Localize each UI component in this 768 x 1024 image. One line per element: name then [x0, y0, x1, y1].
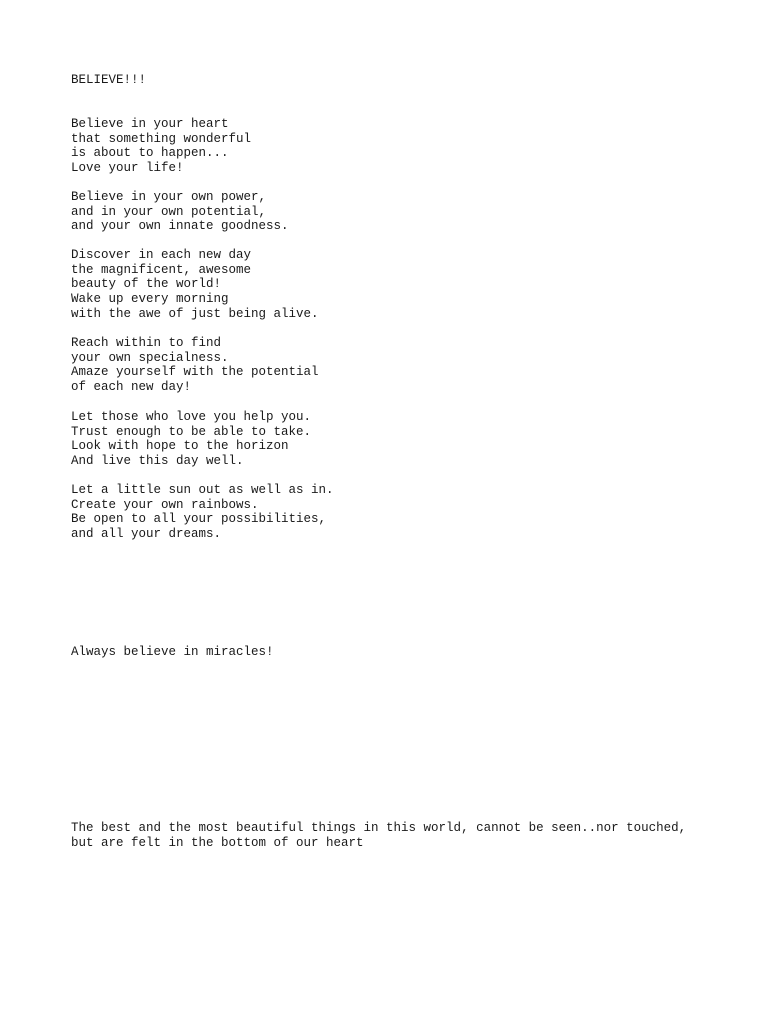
poem-line: the magnificent, awesome: [71, 262, 252, 277]
footer-line: The best and the most beautiful things in this world, cannot be seen..nor touched,: [71, 821, 687, 835]
poem-line: Reach within to find: [71, 336, 222, 350]
poem-line: Wake up every morning: [71, 292, 229, 307]
footer-quote: [71, 821, 686, 850]
stanza-6: [71, 483, 334, 542]
poem-line: is about to happen...: [71, 146, 229, 161]
stanza-1: [71, 117, 251, 176]
stanza-5: [71, 410, 311, 469]
poem-line: Let those who love you help you.: [71, 410, 312, 424]
poem-line: And live this day well.: [71, 454, 244, 469]
poem-line: Amaze yourself with the potential: [71, 365, 319, 380]
poem-line: Believe in your heart: [71, 117, 229, 131]
poem-title: BELIEVE!!!: [71, 73, 147, 87]
poem-line: beauty of the world!: [71, 277, 222, 292]
poem-line: Discover in each new day: [71, 248, 252, 262]
closing-line: Always believe in miracles!: [71, 645, 274, 659]
poem-line: and in your own potential,: [71, 204, 267, 219]
poem-line: Trust enough to be able to take.: [71, 424, 312, 439]
poem-line: Love your life!: [71, 161, 184, 176]
poem-line: and all your dreams.: [71, 527, 222, 542]
footer-line: but are felt in the bottom of our heart: [71, 835, 364, 850]
poem-line: and your own innate goodness.: [71, 219, 289, 234]
poem-line: of each new day!: [71, 380, 192, 395]
stanza-2: [71, 190, 289, 234]
stanza-3: [71, 248, 319, 321]
poem-line: Create your own rainbows.: [71, 497, 259, 512]
poem-line: Be open to all your possibilities,: [71, 512, 327, 527]
poem-line: your own specialness.: [71, 350, 229, 365]
poem-line: that something wonderful: [71, 131, 252, 146]
poem-line: with the awe of just being alive.: [71, 306, 319, 321]
poem-line: Look with hope to the horizon: [71, 439, 289, 454]
poem-line: Believe in your own power,: [71, 190, 267, 204]
stanza-4: [71, 336, 319, 395]
poem-line: Let a little sun out as well as in.: [71, 483, 334, 497]
